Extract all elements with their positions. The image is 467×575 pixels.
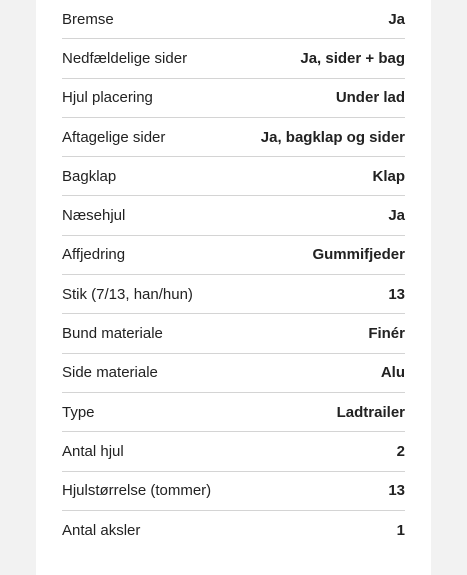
spec-label: Antal hjul [62,442,124,460]
spec-value: Gummifjeder [312,246,405,264]
spec-value: Klap [372,167,405,185]
spec-row-bagklap [62,157,405,196]
spec-value: Ja [388,10,405,28]
spec-label: Næsehjul [62,207,126,225]
spec-row-hjul-placering [62,79,405,118]
spec-label: Antal aksler [62,521,141,539]
spec-value: Ja [388,207,405,225]
spec-row-naesehjul [62,196,405,235]
spec-value: 1 [396,521,405,539]
spec-value: Ja, sider + bag [300,49,405,67]
spec-row-bremse [62,0,405,39]
spec-list [62,0,405,549]
spec-label: Bagklap [62,167,117,185]
spec-row-hjulstoerrelse [62,472,405,511]
spec-card [36,0,431,575]
spec-label: Nedfældelige sider [62,49,188,67]
spec-label: Bund materiale [62,325,163,343]
spec-row-antal-aksler [62,511,405,549]
spec-value: Finér [368,325,405,343]
spec-value: Under lad [335,89,405,107]
spec-label: Hjul placering [62,89,153,107]
spec-label: Aftagelige sider [62,128,166,146]
spec-label: Stik (7/13, han/hun) [62,285,193,303]
spec-label: Affjedring [62,246,126,264]
spec-value: 2 [396,442,405,460]
spec-row-type [62,393,405,432]
spec-row-affjedring [62,236,405,275]
spec-label: Hjulstørrelse (tommer) [62,482,212,500]
spec-value: Alu [380,364,405,382]
spec-row-bund-materiale [62,314,405,353]
spec-value: Ladtrailer [336,403,405,421]
spec-label: Type [62,403,95,421]
spec-label: Side materiale [62,364,158,382]
spec-row-stik [62,275,405,314]
spec-value: Ja, bagklap og sider [260,128,405,146]
spec-value: 13 [388,482,405,500]
spec-row-aftagelige-sider [62,118,405,157]
spec-label: Bremse [62,10,114,28]
spec-row-side-materiale [62,354,405,393]
spec-row-nedfaeldelige-sider [62,39,405,78]
spec-value: 13 [388,285,405,303]
spec-row-antal-hjul [62,432,405,471]
